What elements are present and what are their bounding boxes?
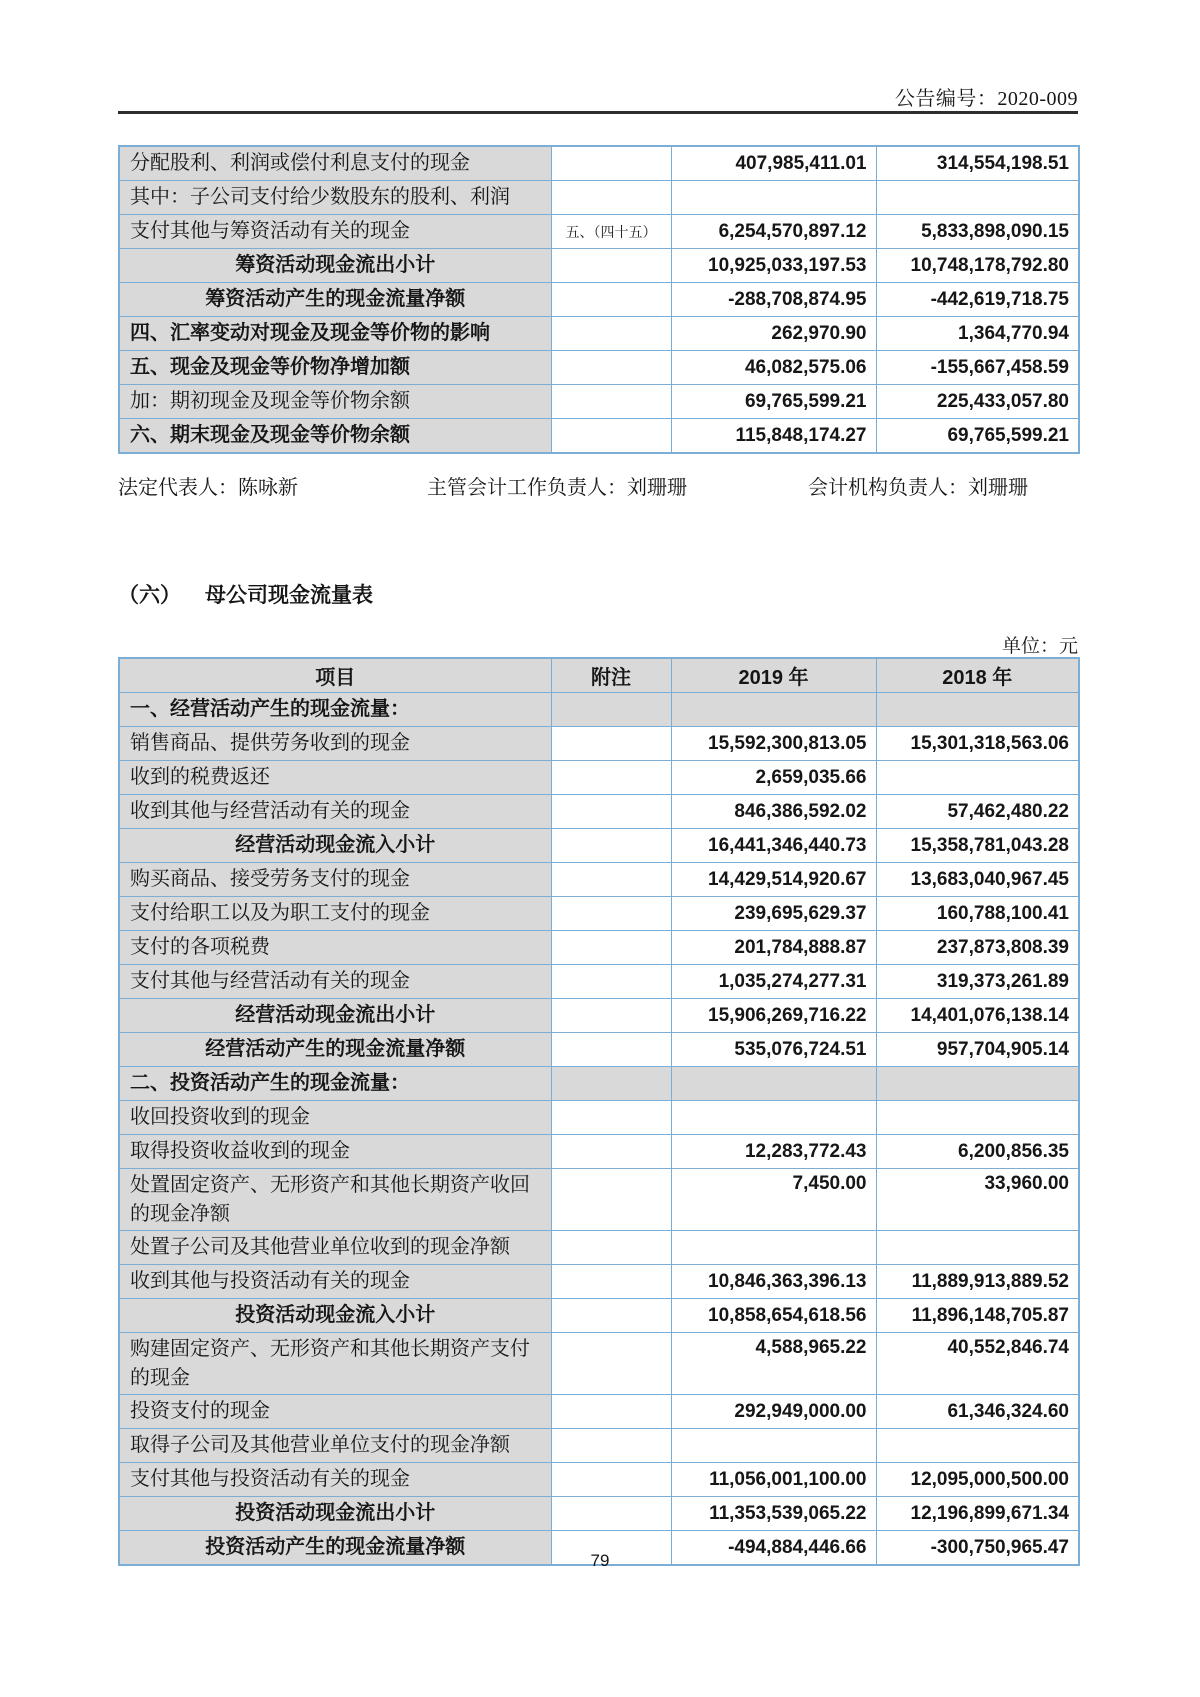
row-label: 其中：子公司支付给少数股东的股利、利润	[119, 181, 551, 215]
subtotal-row	[119, 1033, 1079, 1067]
value-2018: 5,833,898,090.15	[876, 215, 1079, 249]
row-label: 投资支付的现金	[119, 1395, 551, 1429]
row-label: 投资活动现金流入小计	[119, 1299, 551, 1333]
value-2019	[671, 1429, 876, 1463]
row-label: 处置子公司及其他营业单位收到的现金净额	[119, 1231, 551, 1265]
item-row	[119, 181, 1079, 215]
row-note	[551, 829, 671, 863]
column-header-note: 附注	[551, 658, 671, 693]
row-note	[551, 351, 671, 385]
section-heading	[118, 579, 373, 609]
row-label: 取得投资收益收到的现金	[119, 1135, 551, 1169]
value-2018: 1,364,770.94	[876, 317, 1079, 351]
value-2018: 11,896,148,705.87	[876, 1299, 1079, 1333]
value-2018	[876, 1231, 1079, 1265]
row-note	[551, 317, 671, 351]
page-number: 79	[590, 1551, 610, 1570]
row-label: 一、经营活动产生的现金流量：	[119, 693, 551, 727]
item-row	[119, 863, 1079, 897]
table-header-row	[119, 658, 1079, 693]
row-note	[551, 693, 671, 727]
row-note	[551, 1463, 671, 1497]
row-label: 取得子公司及其他营业单位支付的现金净额	[119, 1429, 551, 1463]
section-row	[119, 693, 1079, 727]
row-label: 加：期初现金及现金等价物余额	[119, 385, 551, 419]
row-label: 收到其他与投资活动有关的现金	[119, 1265, 551, 1299]
value-2019: 292,949,000.00	[671, 1395, 876, 1429]
row-note	[551, 1497, 671, 1531]
value-2019: 201,784,888.87	[671, 931, 876, 965]
item-row	[119, 727, 1079, 761]
subtotal-row	[119, 1497, 1079, 1531]
header-rule	[118, 111, 1078, 114]
row-note	[551, 897, 671, 931]
item-row	[119, 215, 1079, 249]
value-2018: 12,196,899,671.34	[876, 1497, 1079, 1531]
value-2019: 4,588,965.22	[671, 1333, 876, 1395]
value-2019: 69,765,599.21	[671, 385, 876, 419]
value-2019: 10,858,654,618.56	[671, 1299, 876, 1333]
item-row	[119, 1333, 1079, 1395]
value-2019: 15,906,269,716.22	[671, 999, 876, 1033]
item-row	[119, 1169, 1079, 1231]
value-2018	[876, 181, 1079, 215]
row-label: 处置固定资产、无形资产和其他长期资产收回的现金净额	[119, 1169, 551, 1231]
item-row	[119, 146, 1079, 181]
item-row	[119, 795, 1079, 829]
value-2019: 239,695,629.37	[671, 897, 876, 931]
value-2019: -288,708,874.95	[671, 283, 876, 317]
value-2018: 69,765,599.21	[876, 419, 1079, 454]
row-note	[551, 1033, 671, 1067]
value-2018: 11,889,913,889.52	[876, 1265, 1079, 1299]
item-row	[119, 1231, 1079, 1265]
value-2018: 40,552,846.74	[876, 1333, 1079, 1395]
section-title: 母公司现金流量表	[205, 583, 373, 607]
row-note	[551, 1299, 671, 1333]
row-note	[551, 1429, 671, 1463]
value-2018	[876, 1429, 1079, 1463]
row-label: 收回投资收到的现金	[119, 1101, 551, 1135]
row-note	[551, 283, 671, 317]
row-label: 四、汇率变动对现金及现金等价物的影响	[119, 317, 551, 351]
row-note	[551, 1395, 671, 1429]
section-row	[119, 1067, 1079, 1101]
section-index: （六）	[118, 583, 181, 607]
value-2018	[876, 761, 1079, 795]
subtotal-row	[119, 249, 1079, 283]
row-note	[551, 965, 671, 999]
value-2018: 14,401,076,138.14	[876, 999, 1079, 1033]
value-2018	[876, 1067, 1079, 1101]
value-2019: 11,056,001,100.00	[671, 1463, 876, 1497]
value-2019: 1,035,274,277.31	[671, 965, 876, 999]
value-2018: -155,667,458.59	[876, 351, 1079, 385]
row-label: 二、投资活动产生的现金流量：	[119, 1067, 551, 1101]
item-row	[119, 317, 1079, 351]
value-2019: 12,283,772.43	[671, 1135, 876, 1169]
value-2018: 15,358,781,043.28	[876, 829, 1079, 863]
column-header-item: 项目	[119, 658, 551, 693]
row-label: 支付的各项税费	[119, 931, 551, 965]
value-2019	[671, 1101, 876, 1135]
row-note	[551, 761, 671, 795]
value-2019: 15,592,300,813.05	[671, 727, 876, 761]
value-2018: -442,619,718.75	[876, 283, 1079, 317]
row-label: 五、现金及现金等价物净增加额	[119, 351, 551, 385]
value-2019	[671, 693, 876, 727]
item-row	[119, 761, 1079, 795]
value-2018: 57,462,480.22	[876, 795, 1079, 829]
row-label: 支付其他与经营活动有关的现金	[119, 965, 551, 999]
row-label: 投资活动产生的现金流量净额	[119, 1531, 551, 1566]
row-label: 购买商品、接受劳务支付的现金	[119, 863, 551, 897]
value-2019: 16,441,346,440.73	[671, 829, 876, 863]
row-note	[551, 1101, 671, 1135]
item-row	[119, 419, 1079, 454]
row-note	[551, 795, 671, 829]
row-label: 经营活动现金流出小计	[119, 999, 551, 1033]
row-note	[551, 1333, 671, 1395]
row-label: 分配股利、利润或偿付利息支付的现金	[119, 146, 551, 181]
row-label: 收到其他与经营活动有关的现金	[119, 795, 551, 829]
accounting-dept-head-signature: 会计机构负责人：刘珊珊	[808, 477, 1028, 499]
row-note	[551, 1067, 671, 1101]
row-note: 五、（四十五）	[551, 215, 671, 249]
value-2019: 14,429,514,920.67	[671, 863, 876, 897]
row-label: 销售商品、提供劳务收到的现金	[119, 727, 551, 761]
value-2019: 262,970.90	[671, 317, 876, 351]
column-header-2019: 2019 年	[671, 658, 876, 693]
value-2019: 846,386,592.02	[671, 795, 876, 829]
value-2019: -494,884,446.66	[671, 1531, 876, 1566]
row-note	[551, 863, 671, 897]
value-2019: 10,925,033,197.53	[671, 249, 876, 283]
item-row	[119, 1429, 1079, 1463]
value-2019: 11,353,539,065.22	[671, 1497, 876, 1531]
value-2019: 7,450.00	[671, 1169, 876, 1231]
value-2018	[876, 693, 1079, 727]
value-2018: 12,095,000,500.00	[876, 1463, 1079, 1497]
column-header-2018: 2018 年	[876, 658, 1079, 693]
row-note	[551, 1169, 671, 1231]
row-note	[551, 419, 671, 454]
item-row	[119, 1395, 1079, 1429]
signature-line	[118, 471, 1078, 499]
item-row	[119, 965, 1079, 999]
item-row	[119, 351, 1079, 385]
row-label: 筹资活动现金流出小计	[119, 249, 551, 283]
value-2019: 407,985,411.01	[671, 146, 876, 181]
row-label: 投资活动现金流出小计	[119, 1497, 551, 1531]
row-note	[551, 727, 671, 761]
subtotal-row	[119, 999, 1079, 1033]
value-2018: -300,750,965.47	[876, 1531, 1079, 1566]
value-2018: 33,960.00	[876, 1169, 1079, 1231]
value-2018: 225,433,057.80	[876, 385, 1079, 419]
item-row	[119, 1135, 1079, 1169]
row-label: 支付其他与筹资活动有关的现金	[119, 215, 551, 249]
value-2019	[671, 181, 876, 215]
item-row	[119, 1265, 1079, 1299]
row-note	[551, 249, 671, 283]
row-label: 经营活动现金流入小计	[119, 829, 551, 863]
value-2018: 6,200,856.35	[876, 1135, 1079, 1169]
value-2018: 61,346,324.60	[876, 1395, 1079, 1429]
value-2019	[671, 1231, 876, 1265]
row-note	[551, 146, 671, 181]
item-row	[119, 385, 1079, 419]
item-row	[119, 1463, 1079, 1497]
value-2018: 319,373,261.89	[876, 965, 1079, 999]
value-2018: 237,873,808.39	[876, 931, 1079, 965]
notice-number: 公告编号：2020-009	[894, 88, 1078, 110]
row-note	[551, 181, 671, 215]
unit-label: 单位：元	[1001, 636, 1078, 657]
row-note	[551, 999, 671, 1033]
row-note	[551, 1265, 671, 1299]
value-2019: 6,254,570,897.12	[671, 215, 876, 249]
value-2018: 957,704,905.14	[876, 1033, 1079, 1067]
value-2019: 2,659,035.66	[671, 761, 876, 795]
value-2018: 13,683,040,967.45	[876, 863, 1079, 897]
accounting-work-head-signature: 主管会计工作负责人：刘珊珊	[427, 477, 687, 499]
row-label: 经营活动产生的现金流量净额	[119, 1033, 551, 1067]
parent-company-cash-flow-table	[118, 657, 1080, 1566]
value-2019: 115,848,174.27	[671, 419, 876, 454]
row-label: 购建固定资产、无形资产和其他长期资产支付的现金	[119, 1333, 551, 1395]
value-2019	[671, 1067, 876, 1101]
row-label: 六、期末现金及现金等价物余额	[119, 419, 551, 454]
value-2018: 15,301,318,563.06	[876, 727, 1079, 761]
row-label: 支付其他与投资活动有关的现金	[119, 1463, 551, 1497]
row-label: 支付给职工以及为职工支付的现金	[119, 897, 551, 931]
row-note	[551, 931, 671, 965]
subtotal-row	[119, 283, 1079, 317]
subtotal-row	[119, 829, 1079, 863]
row-label: 筹资活动产生的现金流量净额	[119, 283, 551, 317]
legal-representative-signature: 法定代表人：陈咏新	[118, 477, 298, 499]
subtotal-row	[119, 1299, 1079, 1333]
item-row	[119, 1101, 1079, 1135]
consolidated-cash-flow-table-continued	[118, 145, 1080, 454]
row-note	[551, 1231, 671, 1265]
item-row	[119, 897, 1079, 931]
row-note	[551, 385, 671, 419]
row-note	[551, 1135, 671, 1169]
item-row	[119, 931, 1079, 965]
value-2018: 10,748,178,792.80	[876, 249, 1079, 283]
value-2019: 535,076,724.51	[671, 1033, 876, 1067]
value-2018	[876, 1101, 1079, 1135]
value-2019: 46,082,575.06	[671, 351, 876, 385]
value-2018: 314,554,198.51	[876, 146, 1079, 181]
value-2019: 10,846,363,396.13	[671, 1265, 876, 1299]
value-2018: 160,788,100.41	[876, 897, 1079, 931]
row-label: 收到的税费返还	[119, 761, 551, 795]
